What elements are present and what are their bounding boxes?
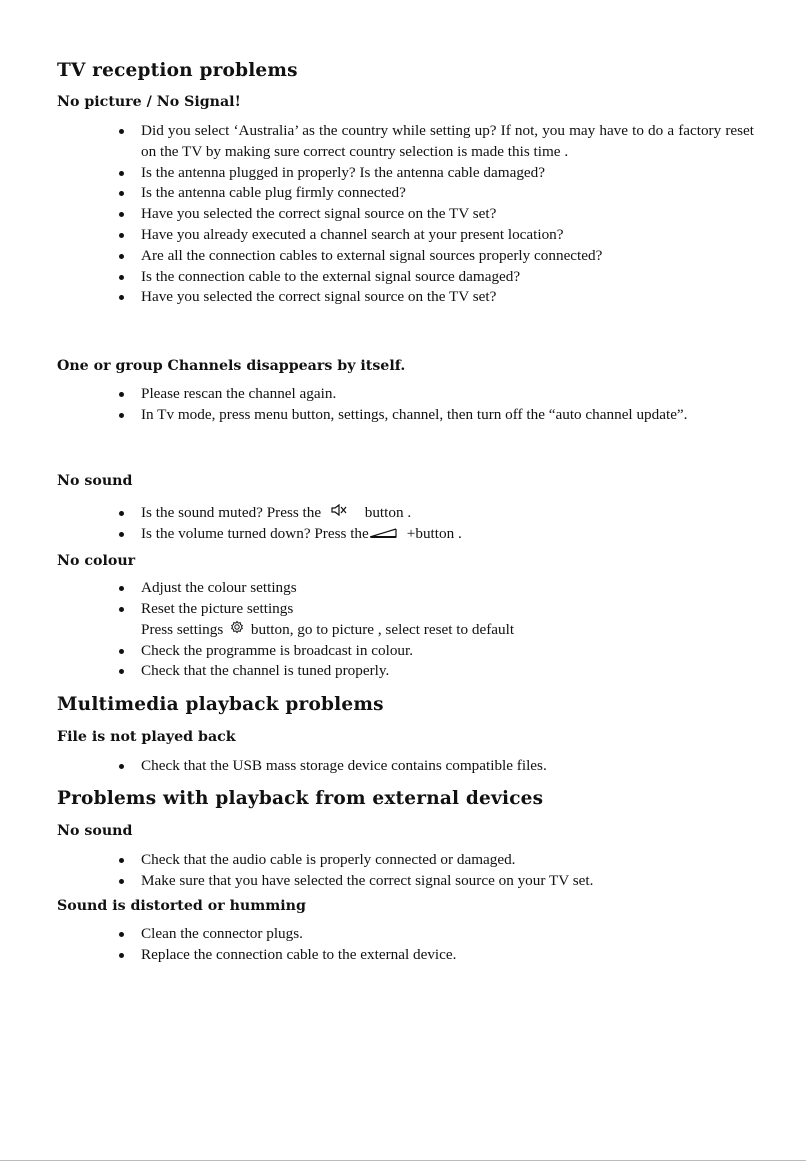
list-no-colour	[117, 578, 754, 682]
mute-instruction-suffix: button .	[364, 504, 412, 521]
heading-no-sound: No sound	[57, 473, 133, 489]
list-item: Replace the connection cable to the external device.	[117, 945, 754, 966]
list-item: Have you selected the correct signal source on the TV set?	[117, 204, 754, 225]
list-file-not-played	[117, 756, 754, 777]
page-bottom-edge	[0, 1160, 806, 1161]
list-item: Check that the USB mass storage device contains compatible files.	[117, 756, 754, 777]
list-item: Please rescan the channel again.	[117, 384, 754, 405]
heading-no-sound-external: No sound	[57, 823, 133, 839]
volume-instruction-text: Is the volume turned down? Press the	[141, 524, 369, 542]
list-item: Check that the channel is tuned properly.	[117, 661, 754, 682]
list-sound-distorted	[117, 924, 754, 966]
heading-file-not-played: File is not played back	[57, 729, 236, 745]
list-item	[117, 503, 754, 524]
settings-gear-icon	[230, 620, 244, 641]
volume-instruction-suffix: +button .	[406, 524, 462, 542]
list-channels	[117, 384, 754, 426]
section-title-multimedia: Multimedia playback problems	[57, 694, 384, 715]
list-item	[117, 524, 754, 545]
heading-channels-disappear: One or group Channels disappears by itself.	[57, 358, 406, 374]
list-item: Check the programme is broadcast in colour.	[117, 641, 754, 662]
heading-no-colour: No colour	[57, 553, 136, 569]
list-item: Adjust the colour settings	[117, 578, 754, 599]
settings-instruction-suffix: button, go to picture , select reset to default	[250, 620, 515, 638]
list-no-picture	[117, 121, 754, 308]
heading-sound-distorted: Sound is distorted or humming	[57, 898, 306, 914]
heading-no-picture: No picture / No Signal!	[57, 94, 241, 110]
mute-icon	[331, 503, 347, 524]
section-title-external-devices: Problems with playback from external devices	[57, 788, 544, 809]
list-no-sound-external	[117, 850, 754, 892]
settings-instruction-text: Press settings	[141, 620, 224, 638]
list-item: Did you select ‘Australia’ as the country while setting up? If not, you may have to do a factory reset on the TV by making sure correct country selection is made this time .	[117, 121, 754, 163]
list-item: Make sure that you have selected the correct signal source on your TV set.	[117, 871, 754, 892]
list-item: Have you already executed a channel search at your present location?	[117, 225, 754, 246]
list-item: Is the connection cable to the external signal source damaged?	[117, 267, 754, 288]
section-title-tv-reception: TV reception problems	[57, 60, 298, 81]
list-item: Is the antenna plugged in properly? Is the antenna cable damaged?	[117, 163, 754, 184]
list-no-sound	[117, 503, 754, 545]
list-item: Is the antenna cable plug firmly connected?	[117, 183, 754, 204]
list-item: Clean the connector plugs.	[117, 924, 754, 945]
list-item: In Tv mode, press menu button, settings, channel, then turn off the “auto channel update”.	[117, 405, 754, 426]
list-item-sub	[117, 620, 754, 641]
volume-up-icon	[369, 524, 399, 545]
list-item: Are all the connection cables to external signal sources properly connected?	[117, 246, 754, 267]
list-item: Have you selected the correct signal source on the TV set?	[117, 287, 754, 308]
mute-instruction-text: Is the sound muted? Press the	[141, 504, 322, 521]
list-item: Check that the audio cable is properly connected or damaged.	[117, 850, 754, 871]
list-item: Reset the picture settings	[117, 599, 754, 620]
